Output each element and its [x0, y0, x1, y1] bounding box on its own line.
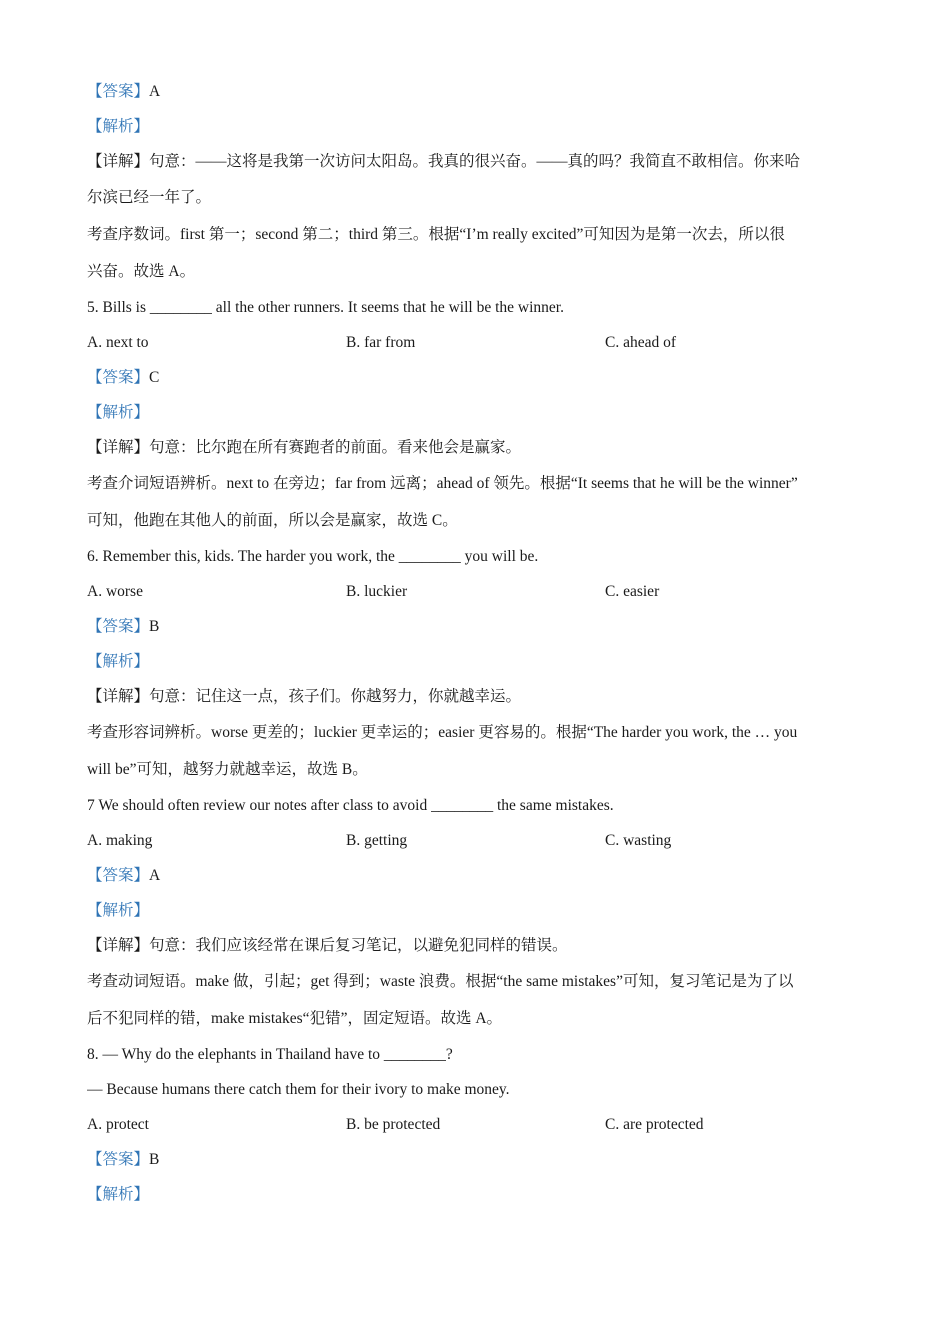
detail-label: 【详解】: [87, 439, 150, 456]
detail-line: [87, 928, 877, 963]
question-line: 8. — Why do the elephants in Thailand have to ________?: [87, 1046, 453, 1063]
answer-label: 【答案】: [87, 83, 150, 100]
answer-line: [87, 609, 877, 644]
question-line: 6. Remember this, kids. The harder you work, the ________ you will be.: [87, 548, 539, 565]
answer-label: 【答案】: [87, 369, 150, 386]
option-c: C. ahead of: [605, 334, 677, 351]
detail-label: 【详解】: [87, 153, 150, 170]
analysis-label: 【解析】: [87, 404, 150, 421]
option-a: A. making: [87, 832, 153, 849]
explanation-line: 兴奋。故选 A。: [87, 263, 196, 280]
option-c: C. wasting: [605, 832, 672, 849]
detail-text: 句意：比尔跑在所有赛跑者的前面。看来他会是赢家。: [149, 439, 522, 456]
explanation-line: 尔滨已经一年了。: [87, 189, 212, 206]
answer-line: [87, 1142, 877, 1177]
analysis-label: 【解析】: [87, 902, 150, 919]
answer-label: 【答案】: [87, 618, 150, 635]
answer-value: A: [149, 867, 161, 884]
options-row: [87, 823, 877, 858]
analysis-line: [87, 395, 877, 430]
detail-text: 句意：记住这一点，孩子们。你越努力，你就越幸运。: [149, 688, 522, 705]
options-row: [87, 1107, 877, 1142]
detail-text: 句意：——这将是我第一次访问太阳岛。我真的很兴奋。——真的吗？我简直不敢相信。你来哈: [149, 153, 801, 170]
analysis-label: 【解析】: [87, 1186, 150, 1203]
detail-line: [87, 144, 877, 179]
detail-label: 【详解】: [87, 937, 150, 954]
explanation-line: 可知，他跑在其他人的前面，所以会是赢家，故选 C。: [87, 512, 458, 529]
answer-label: 【答案】: [87, 867, 150, 884]
question-line: — Because humans there catch them for their ivory to make money.: [87, 1081, 510, 1098]
option-b: B. far from: [346, 334, 416, 351]
answer-label: 【答案】: [87, 1151, 150, 1168]
explanation-line: 后不犯同样的错，make mistakes“犯错”，固定短语。故选 A。: [87, 1010, 503, 1027]
analysis-line: [87, 644, 877, 679]
option-b: B. luckier: [346, 583, 408, 600]
analysis-line: [87, 109, 877, 144]
answer-line: [87, 74, 877, 109]
detail-line: [87, 679, 877, 714]
option-a: A. worse: [87, 583, 143, 600]
options-row: [87, 325, 877, 360]
detail-label: 【详解】: [87, 688, 150, 705]
question-line: 7 We should often review our notes after class to avoid ________ the same mistakes.: [87, 797, 614, 814]
answer-line: [87, 360, 877, 395]
analysis-line: [87, 1177, 877, 1212]
explanation-line: 考查介词短语辨析。next to 在旁边；far from 远离；ahead of 领先。根据“It seems that he will be the winner”: [87, 475, 798, 492]
option-b: B. be protected: [346, 1116, 441, 1133]
explanation-line: 考查形容词辨析。worse 更差的；luckier 更幸运的；easier 更容易的。根据“The harder you work, the … you: [87, 724, 798, 741]
explanation-line: will be”可知，越努力就越幸运，故选 B。: [87, 761, 368, 778]
options-row: [87, 574, 877, 609]
explanation-line: 考查序数词。first 第一；second 第二；third 第三。根据“I’m really excited”可知因为是第一次去，所以很: [87, 226, 785, 243]
option-b: B. getting: [346, 832, 408, 849]
answer-value: B: [149, 618, 160, 635]
answer-value: C: [149, 369, 160, 386]
option-c: C. easier: [605, 583, 660, 600]
detail-text: 句意：我们应该经常在课后复习笔记，以避免犯同样的错误。: [149, 937, 568, 954]
detail-line: [87, 430, 877, 465]
analysis-line: [87, 893, 877, 928]
option-a: A. next to: [87, 334, 149, 351]
analysis-label: 【解析】: [87, 118, 150, 135]
analysis-label: 【解析】: [87, 653, 150, 670]
answer-value: A: [149, 83, 161, 100]
document-page: [87, 74, 877, 1212]
answer-line: [87, 858, 877, 893]
option-a: A. protect: [87, 1116, 149, 1133]
question-line: 5. Bills is ________ all the other runners. It seems that he will be the winner.: [87, 299, 564, 316]
explanation-line: 考查动词短语。make 做，引起；get 得到；waste 浪费。根据“the same mistakes”可知，复习笔记是为了以: [87, 973, 794, 990]
answer-value: B: [149, 1151, 160, 1168]
option-c: C. are protected: [605, 1116, 704, 1133]
